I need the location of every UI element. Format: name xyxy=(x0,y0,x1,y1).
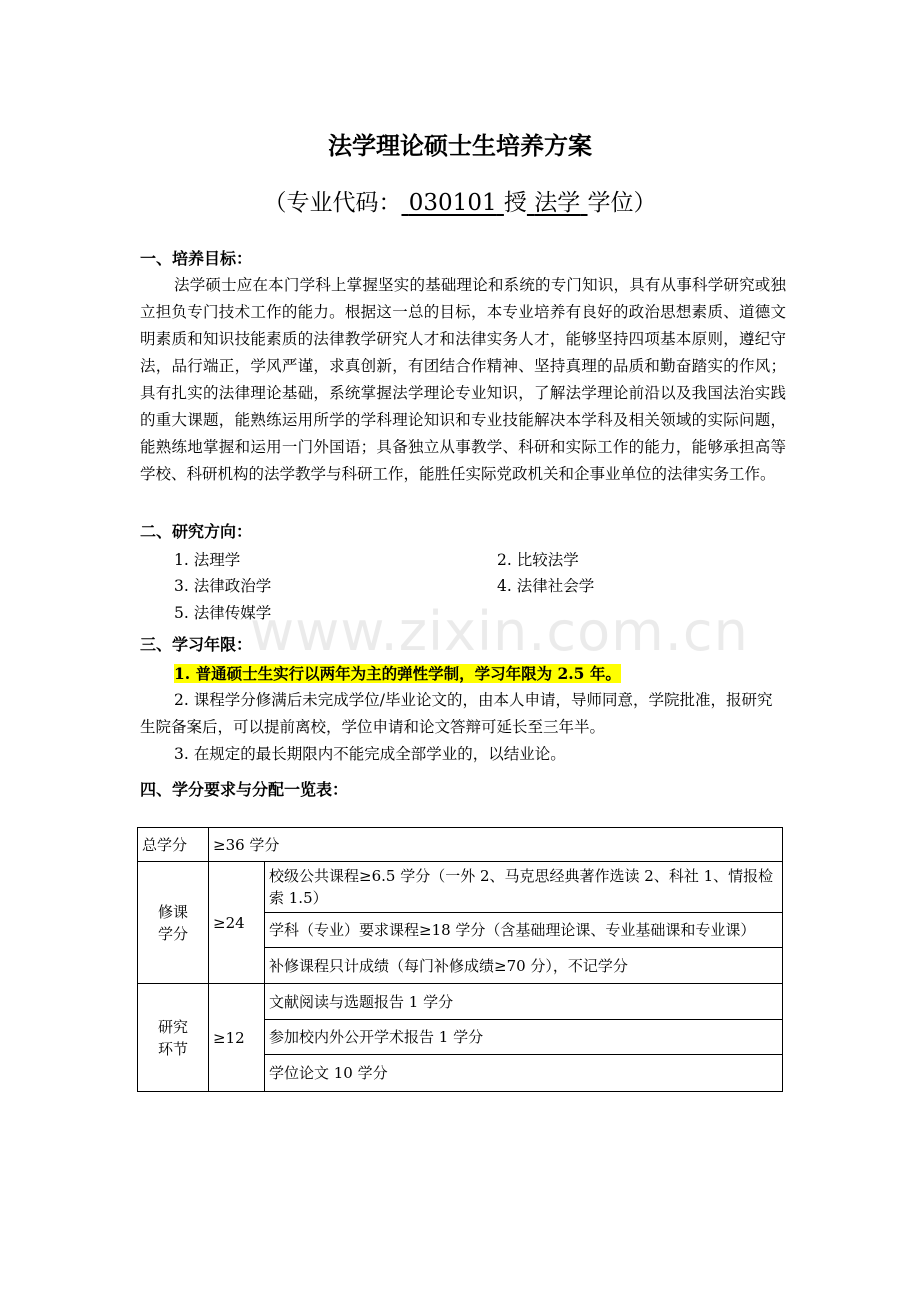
course-item: 校级公共课程≥6.5 学分（一外 2、马克思经典著作选读 2、科社 1、情报检索 1.5） xyxy=(265,862,783,913)
research-item: 学位论文 10 学分 xyxy=(265,1055,783,1092)
research-item: 参加校内外公开学术报告 1 学分 xyxy=(265,1020,783,1055)
years-item-highlighted: 1. 普通硕士生实行以两年为主的弹性学制，学习年限为 2.5 年。 xyxy=(174,664,621,683)
direction-item: 3. 法律政治学 xyxy=(174,577,272,595)
credits-table xyxy=(137,827,783,1092)
direction-item: 4. 法律社会学 xyxy=(497,577,595,595)
research-value: ≥12 xyxy=(209,984,265,1092)
major-code: 030101 xyxy=(408,190,497,216)
table-row xyxy=(138,828,783,862)
direction-item: 2. 比较法学 xyxy=(497,551,579,569)
course-item: 补修课程只计成绩（每门补修成绩≥70 分），不记学分 xyxy=(265,948,783,984)
total-label: 总学分 xyxy=(138,828,209,862)
directions-heading: 二、研究方向： xyxy=(140,522,253,541)
credits-heading: 四、学分要求与分配一览表： xyxy=(140,780,349,799)
years-item: 3. 在规定的最长期限内不能完成全部学业的，以结业论。 xyxy=(174,745,566,763)
research-label: 研究 环节 xyxy=(138,984,209,1092)
document-subtitle xyxy=(0,186,920,220)
course-value: ≥24 xyxy=(209,862,265,984)
degree-name: 法学 xyxy=(534,190,581,216)
document-title: 法学理论硕士生培养方案 xyxy=(328,132,592,160)
goal-paragraph: 法学硕士应在本门学科上掌握坚实的基础理论和系统的专门知识，具有从事科学研究或独立担负专门技术工作的能力。根据这一总的目标，本专业培养有良好的政治思想素质、道德文明素质和知识技能素质的法律教学研究人才和法律实务人才，能够坚持四项基本原则，遵纪守法，品行端正，学风严谨，求真创新，有团结合作精神、坚持真理的品质和勤奋踏实的作风；具有扎实的法律理论基础，系统掌握法学理论专业知识，了解法学理论前沿以及我国法治实践的重大课题，能熟练运用所学的学科理论知识和专业技能解决本学科及相关领域的实际问题，能熟练地掌握和运用一门外国语；具备独立从事教学、科研和实际工作的能力，能够承担高等学校、科研机构的法学教学与科研工作，能胜任实际党政机关和企事业单位的法律实务工作。 xyxy=(140,276,786,483)
total-value: ≥36 学分 xyxy=(209,828,783,862)
research-item: 文献阅读与选题报告 1 学分 xyxy=(265,984,783,1020)
direction-item: 5. 法律传媒学 xyxy=(174,604,272,622)
years-heading: 三、学习年限： xyxy=(140,635,253,654)
years-item: 2. 课程学分修满后未完成学位/毕业论文的，由本人申请，导师同意，学院批准，报研究生院备案后，可以提前离校，学位申请和论文答辩可延长至三年半。 xyxy=(140,691,773,736)
course-item: 学科（专业）要求课程≥18 学分（含基础理论课、专业基础课和专业课） xyxy=(265,913,783,948)
years-item xyxy=(140,660,786,688)
goal-heading: 一、培养目标： xyxy=(140,249,253,268)
course-label: 修课 学分 xyxy=(138,862,209,984)
direction-item: 1. 法理学 xyxy=(174,551,241,569)
watermark: www.zixin.com.cn xyxy=(250,600,749,663)
table-row xyxy=(138,984,783,1020)
subtitle-suffix: 学位） xyxy=(587,190,657,216)
table-row xyxy=(138,862,783,913)
subtitle-prefix: （专业代码： xyxy=(263,190,402,216)
subtitle-mid: 授 xyxy=(503,190,527,216)
